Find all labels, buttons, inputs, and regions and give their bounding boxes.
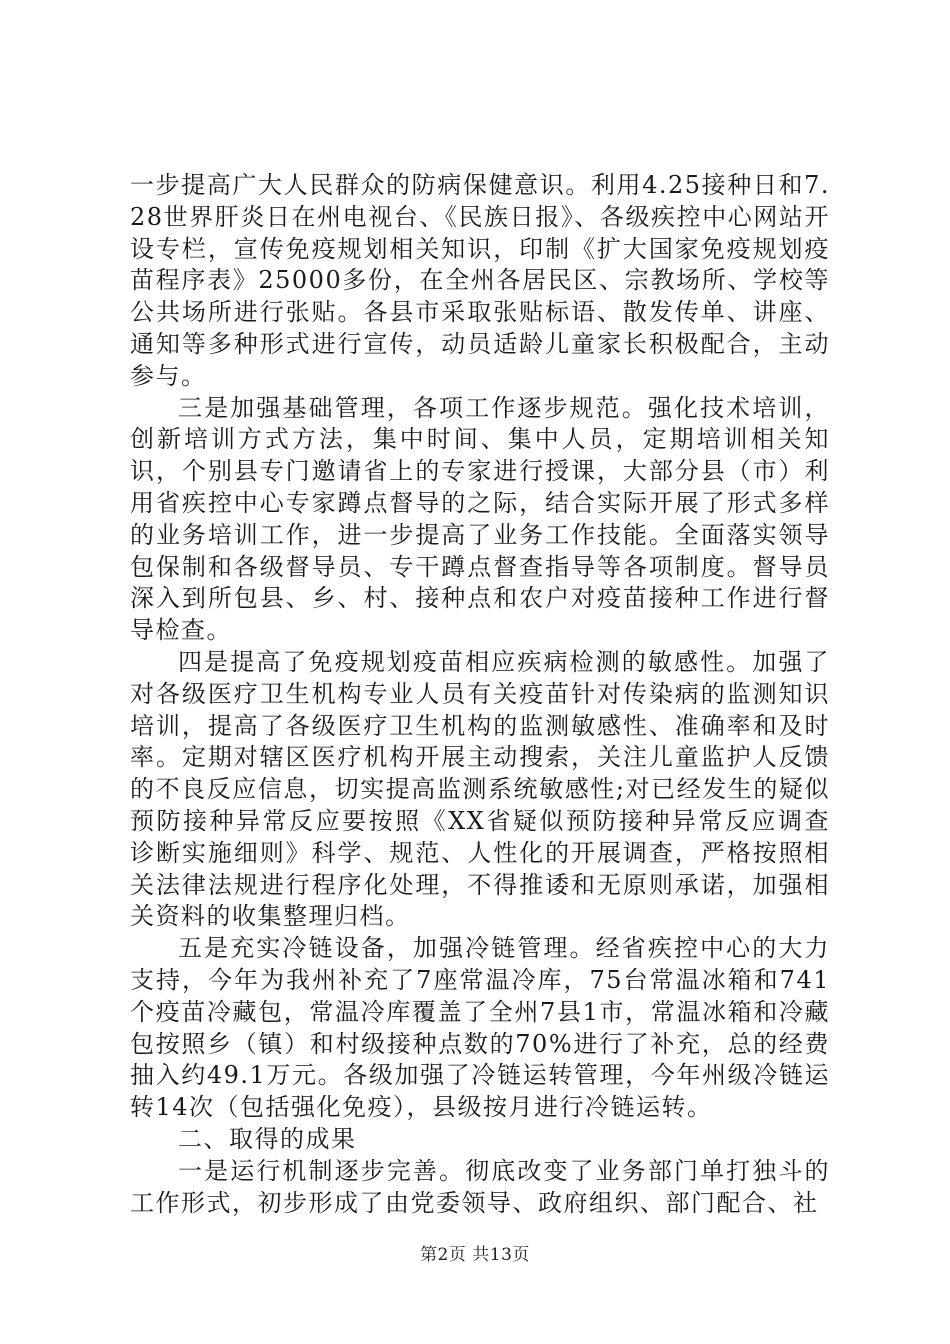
paragraph-item-four: 四是提高了免疫规划疫苗相应疾病检测的敏感性。加强了对各级医疗卫生机构专业人员有关疫苗针对传染病的监测知识培训，提高了各级医疗卫生机构的监测敏感性、准确率和及时率。定期对辖区医疗机构开展主动搜索，关注儿童监护人反馈的不良反应信息，切实提高监测系统敏感性;对已经发生的疑似预防接种异常反应要按照《XX省疑似预防接种异常反应调查诊断实施细则》科学、规范、人性化的开展调查，严格按照相关法律法规进行程序化处理，不得推诿和无原则承诺，加强相关资料的收集整理归档。 <box>130 647 830 931</box>
paragraph-result-one: 一是运行机制逐步完善。彻底改变了业务部门单打独斗的工作形式，初步形成了由党委领导、政府组织、部门配合、社 <box>130 1156 830 1217</box>
page-number-footer: 第2页 共13页 <box>420 1245 530 1265</box>
section-heading-results: 二、取得的成果 <box>178 1124 357 1153</box>
paragraph-item-five: 五是充实冷链设备，加强冷链管理。经省疾控中心的大力支持，今年为我州补充了7座常温冷库，75台常温冰箱和741个疫苗冷藏包，常温冷库覆盖了全州7县1市，常温冰箱和冷藏包按照乡（镇）和村级接种点数的70%进行了补充，总的经费抽入约49.1万元。各级加强了冷链运转管理，今年州级冷链运转14次（包括强化免疫），县级按月进行冷链运转。 <box>130 934 830 1122</box>
document-body <box>130 170 830 1219</box>
paragraph-intro-continued: 一步提高广大人民群众的防病保健意识。利用4.25接种日和7.28世界肝炎日在州电视台、《民族日报》、各级疾控中心网站开设专栏，宣传免疫规划相关知识，印制《扩大国家免疫规划疫苗程序表》25000多份，在全州各居民区、宗教场所、学校等公共场所进行张贴。各县市采取张贴标语、散发传单、讲座、通知等多种形式进行宣传，动员适龄儿童家长积极配合，主动参与。 <box>130 171 830 390</box>
paragraph-item-three: 三是加强基础管理，各项工作逐步规范。强化技术培训，创新培训方式方法，集中时间、集中人员，定期培训相关知识，个别县专门邀请省上的专家进行授课，大部分县（市）利用省疾控中心专家蹲点督导的之际，结合实际开展了形式多样的业务培训工作，进一步提高了业务工作技能。全面落实领导包保制和各级督导员、专干蹲点督查指导等各项制度。督导员深入到所包县、乡、村、接种点和农户对疫苗接种工作进行督导检查。 <box>130 393 830 645</box>
